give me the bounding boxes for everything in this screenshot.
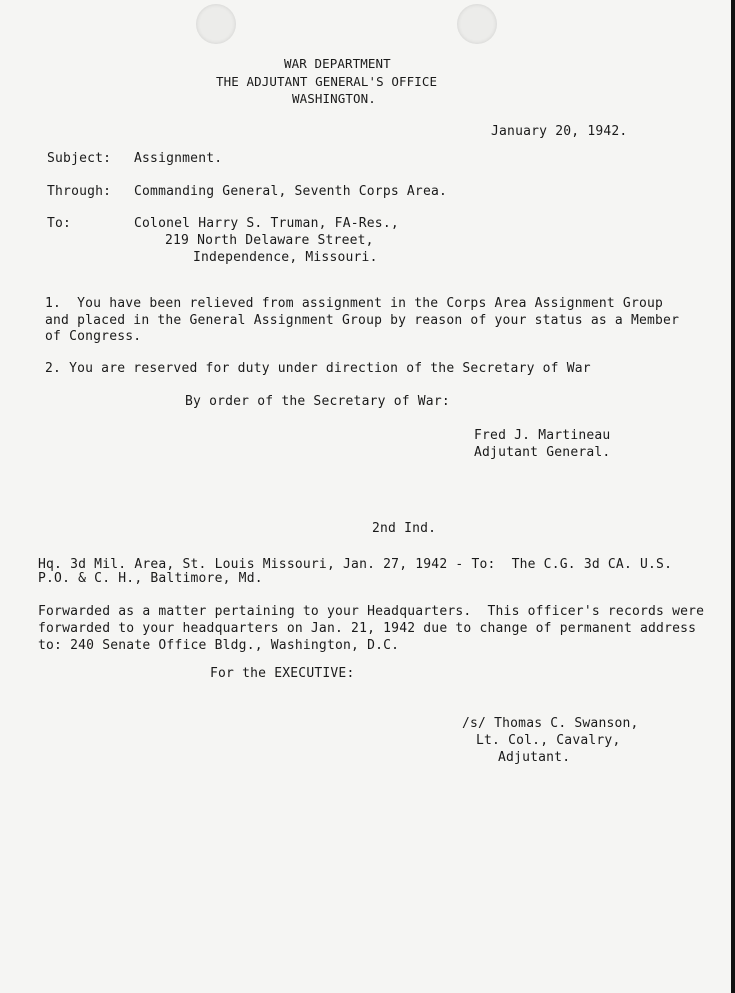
forward-line-1: Forwarded as a matter pertaining to your Headquarters. This officer's records were bbox=[38, 604, 705, 619]
through-label: Through: bbox=[47, 184, 112, 199]
indorsement-line-1: Hq. 3d Mil. Area, St. Louis Missouri, Jan. 27, 1942 - To: The C.G. 3d CA. U.S. bbox=[38, 557, 673, 572]
to-line-2: 219 North Delaware Street, bbox=[165, 233, 374, 248]
letterhead-line-2: THE ADJUTANT GENERAL'S OFFICE bbox=[216, 74, 438, 89]
indorsement-heading: 2nd Ind. bbox=[372, 521, 437, 536]
to-label: To: bbox=[47, 216, 72, 231]
for-executive: For the EXECUTIVE: bbox=[210, 666, 355, 681]
letterhead-line-3: WASHINGTON. bbox=[292, 91, 376, 106]
subject-label: Subject: bbox=[47, 151, 112, 166]
signature-1-title: Adjutant General. bbox=[474, 445, 611, 460]
paragraph-1-line-1: 1. You have been relieved from assignment in the Corps Area Assignment Group bbox=[45, 296, 664, 311]
forward-line-3: to: 240 Senate Office Bldg., Washington, D.C. bbox=[38, 638, 400, 653]
document-date: January 20, 1942. bbox=[491, 124, 628, 139]
signature-2-line-3: Adjutant. bbox=[498, 750, 571, 765]
paragraph-2: 2. You are reserved for duty under direction of the Secretary of War bbox=[45, 361, 591, 376]
paragraph-1-line-3: of Congress. bbox=[45, 329, 142, 344]
by-order: By order of the Secretary of War: bbox=[185, 394, 450, 409]
to-line-1: Colonel Harry S. Truman, FA-Res., bbox=[134, 216, 399, 231]
scan-edge bbox=[731, 0, 735, 993]
punch-hole-right bbox=[457, 4, 497, 44]
signature-2-line-1: /s/ Thomas C. Swanson, bbox=[462, 716, 639, 731]
signature-1-name: Fred J. Martineau bbox=[474, 428, 611, 443]
paragraph-1-line-2: and placed in the General Assignment Group by reason of your status as a Member bbox=[45, 313, 680, 328]
forward-line-2: forwarded to your headquarters on Jan. 21, 1942 due to change of permanent address bbox=[38, 621, 697, 636]
to-line-3: Independence, Missouri. bbox=[193, 250, 378, 265]
signature-2-line-2: Lt. Col., Cavalry, bbox=[476, 733, 621, 748]
indorsement-line-2: P.O. & C. H., Baltimore, Md. bbox=[38, 571, 263, 586]
punch-hole-left bbox=[196, 4, 236, 44]
through-value: Commanding General, Seventh Corps Area. bbox=[134, 184, 448, 199]
subject-value: Assignment. bbox=[134, 151, 223, 166]
letterhead-line-1: WAR DEPARTMENT bbox=[284, 56, 391, 71]
